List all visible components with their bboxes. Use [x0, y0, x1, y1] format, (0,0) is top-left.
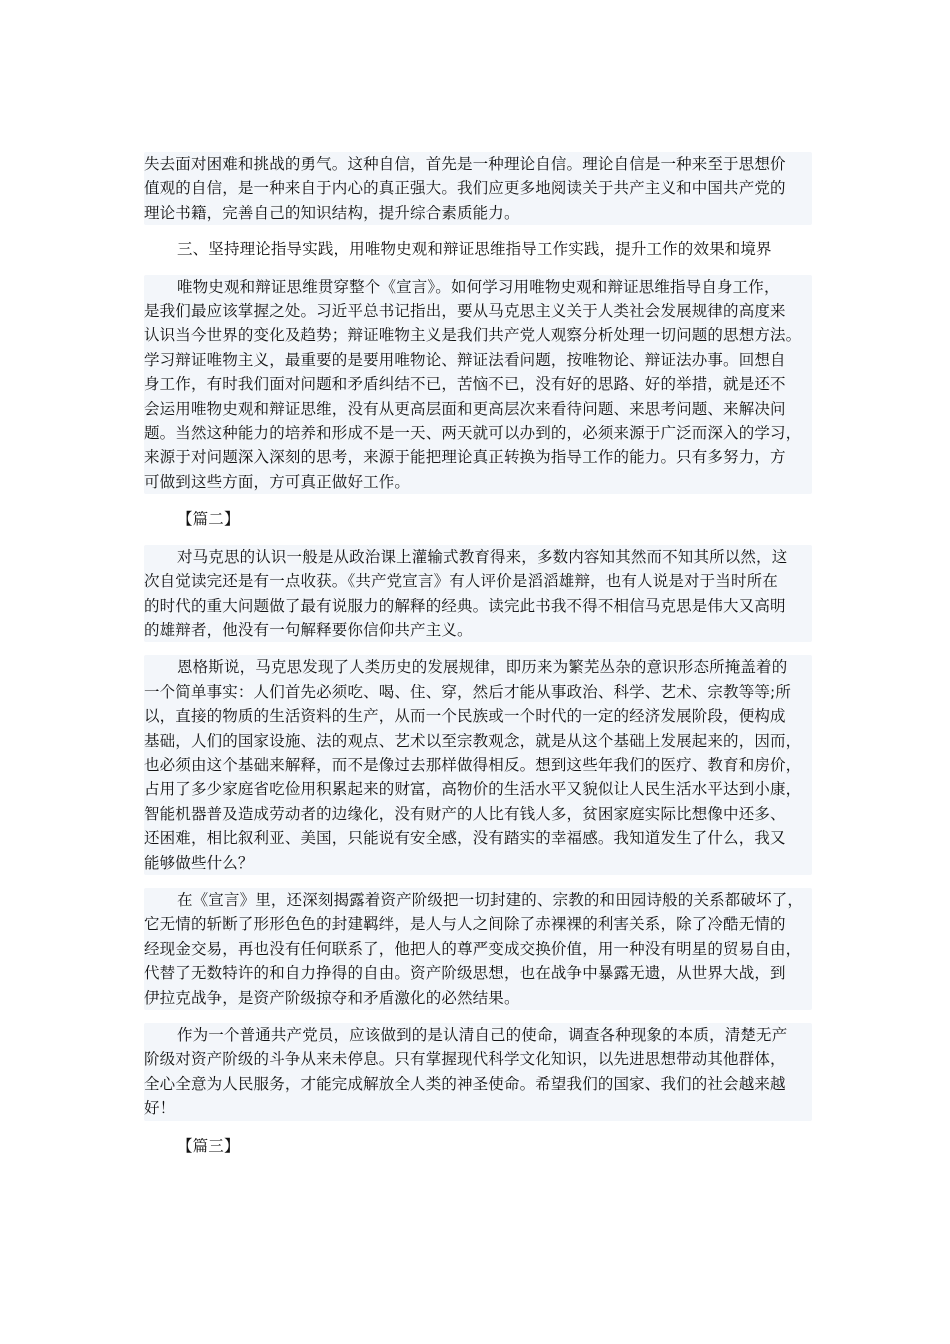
text-line: 是我们最应该掌握之处。习近平总书记指出，要从马克思主义关于人类社会发展规律的高度来: [144, 302, 786, 321]
section-heading-three: [144, 237, 812, 261]
text-line: 理论书籍，完善自己的知识结构，提升综合素质能力。: [144, 203, 520, 222]
section-marker-part-three: [144, 1134, 812, 1158]
text-line: 全心全意为人民服务，才能完成解放全人类的神圣使命。希望我们的国家、我们的社会越来越: [144, 1074, 786, 1093]
text-line: 好！: [144, 1099, 176, 1118]
document-body: [144, 152, 812, 1158]
text-line: 身工作，有时我们面对问题和矛盾纠结不已，苦恼不已，没有好的思路、好的举措，就是还不: [144, 375, 786, 394]
paragraph-dialectical-thinking: [144, 275, 812, 495]
text-line: 它无情的斩断了形形色色的封建羁绊，是人与人之间除了赤裸裸的利害关系，除了冷酷无情的: [144, 915, 786, 934]
text-line: 经现金交易，再也没有任何联系了，他把人的尊严变成交换价值，用一种没有明星的贸易自由，: [144, 939, 802, 958]
section-marker-text: 【篇三】: [177, 1136, 240, 1155]
paragraph-marx-understanding: [144, 545, 812, 643]
text-line: 题。当然这种能力的培养和形成不是一天、两天就可以办到的，必须来源于广泛而深入的学习，: [144, 424, 802, 443]
text-line: 次自觉读完还是有一点收获。《共产党宣言》有人评价是滔滔雄辩，也有人说是对于当时所在: [144, 572, 778, 591]
text-line: 来源于对问题深入深刻的思考，来源于能把理论真正转换为指导工作的能力。只有多努力，方: [144, 448, 786, 467]
text-line: 代替了无数特许的和自力挣得的自由。资产阶级思想，也在战争中暴露无遗，从世界大战，到: [144, 964, 786, 983]
text-line: 一个简单事实：人们首先必须吃、喝、住、穿，然后才能从事政治、科学、艺术、宗教等等;所: [144, 682, 792, 701]
text-line: 的时代的重大问题做了最有说服力的解释的经典。读完此书我不得不相信马克思是伟大又高明: [144, 596, 786, 615]
text-line: 会运用唯物史观和辩证思维，没有从更高层面和更高层次来看待问题、来思考问题、来解决问: [144, 399, 786, 418]
paragraph-party-member-mission: [144, 1023, 812, 1121]
text-line: 在《宣言》里，还深刻揭露着资产阶级把一切封建的、宗教的和田园诗般的关系都破坏了，: [177, 890, 804, 909]
text-line: 也必须由这个基础来解释，而不是像过去那样做得相反。想到这些年我们的医疗、教育和房价，: [144, 755, 802, 774]
section-marker-text: 【篇二】: [177, 510, 240, 529]
text-line: 失去面对困难和挑战的勇气。这种自信，首先是一种理论自信。理论自信是一种来至于思想价: [144, 155, 786, 173]
text-line: 认识当今世界的变化及趋势；辩证唯物主义是我们共产党人观察分析处理一切问题的思想方法。: [144, 326, 802, 345]
text-line: 还困难，相比叙利亚、美国，只能说有安全感，没有踏实的幸福感。我知道发生了什么，我又: [144, 829, 786, 848]
text-line: 的雄辩者，他没有一句解释要你信仰共产主义。: [144, 620, 473, 639]
text-line: 智能机器普及造成劳动者的边缘化，没有财产的人比有钱人多，贫困家庭实际比想像中还多、: [144, 804, 786, 823]
paragraph-engels-quote: [144, 655, 812, 875]
paragraph-bourgeoisie: [144, 888, 812, 1010]
text-line: 以，直接的物质的生活资料的生产，从而一个民族或一个时代的一定的经济发展阶段，便构成: [144, 707, 786, 726]
text-line: 阶级对资产阶级的斗争从来未停息。只有掌握现代科学文化知识，以先进思想带动其他群体，: [144, 1050, 786, 1069]
text-line: 基础，人们的国家设施、法的观点、艺术以至宗教观念，就是从这个基础上发展起来的，因而，: [144, 731, 802, 750]
text-line: 作为一个普通共产党员，应该做到的是认清自己的使命，调查各种现象的本质，清楚无产: [177, 1026, 788, 1044]
text-line: 占用了多少家庭省吃俭用积累起来的财富，高物价的生活水平又貌似让人民生活水平达到小康，: [144, 780, 802, 799]
text-line: 恩格斯说，马克思发现了人类历史的发展规律，即历来为繁芜丛杂的意识形态所掩盖着的: [177, 658, 788, 677]
text-line: 能够做些什么？: [144, 853, 254, 872]
text-line: 学习辩证唯物主义，最重要的是要用唯物论、辩证法看问题，按唯物论、辩证法办事。回想自: [144, 350, 786, 369]
text-line: 对马克思的认识一般是从政治课上灌输式教育得来，多数内容知其然而不知其所以然，这: [177, 547, 788, 566]
section-marker-part-two: [144, 507, 812, 531]
paragraph-theory-confidence: [144, 152, 812, 225]
heading-text: 三、坚持理论指导实践，用唯物史观和辩证思维指导工作实践，提升工作的效果和境界: [177, 240, 772, 259]
text-line: 值观的自信，是一种来自于内心的真正强大。我们应更多地阅读关于共产主义和中国共产党的: [144, 179, 786, 198]
text-line: 伊拉克战争，是资产阶级掠夺和矛盾激化的必然结果。: [144, 988, 520, 1007]
text-line: 可做到这些方面，方可真正做好工作。: [144, 472, 411, 491]
text-line: 唯物史观和辩证思维贯穿整个《宣言》。如何学习用唯物史观和辩证思维指导自身工作，: [177, 277, 780, 296]
